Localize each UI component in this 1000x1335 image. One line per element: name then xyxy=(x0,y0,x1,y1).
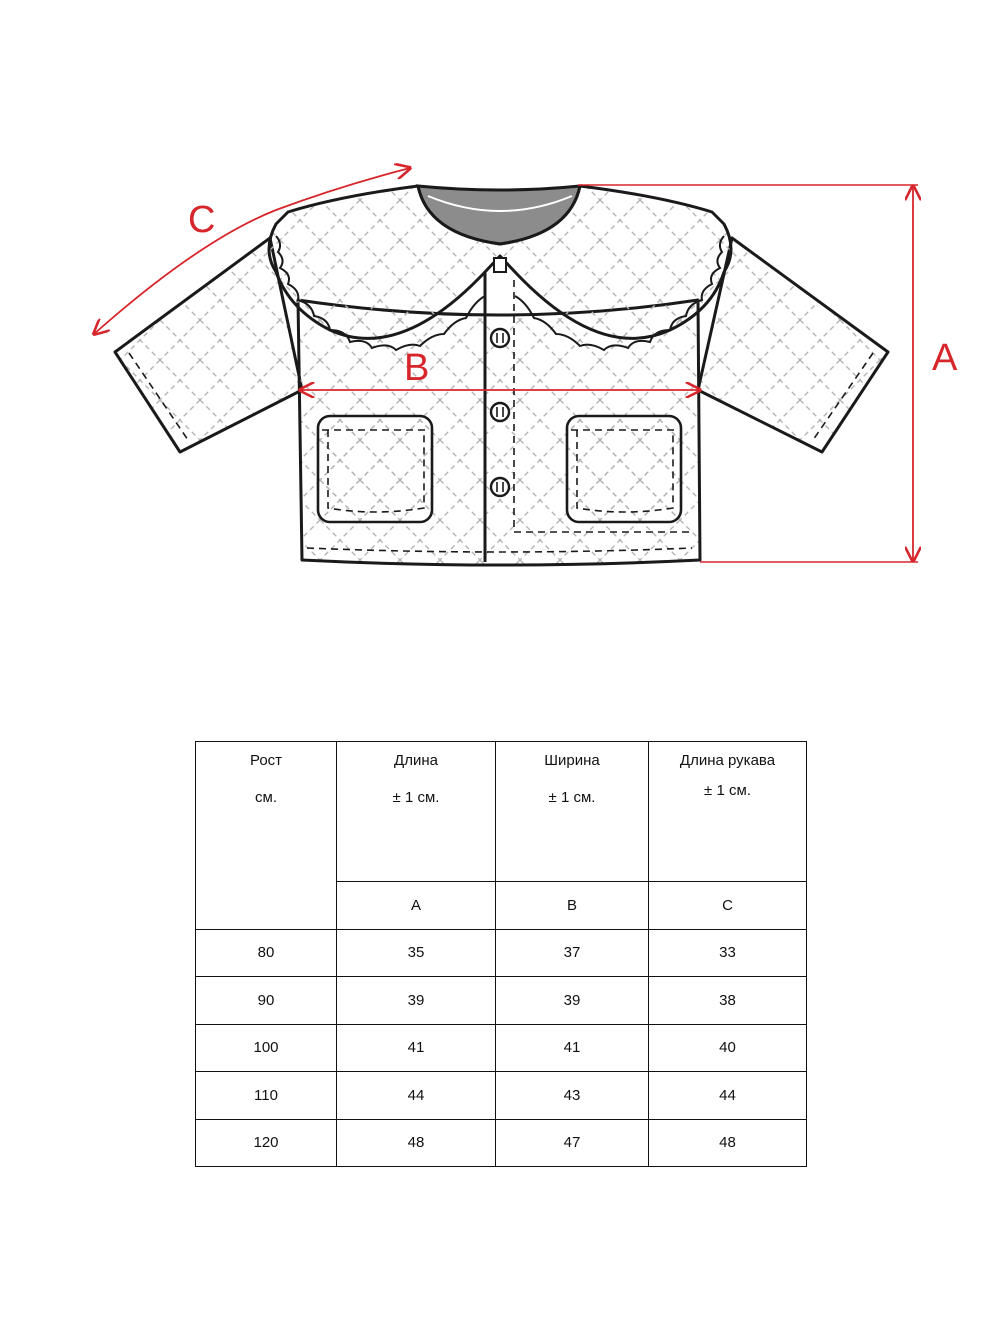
cell-length: 48 xyxy=(337,1119,496,1167)
header-length xyxy=(337,742,496,882)
garment-diagram xyxy=(0,0,1000,640)
header-sleeve-unit: ± 1 см. xyxy=(704,782,751,799)
cell-height: 120 xyxy=(196,1119,337,1167)
cell-height: 90 xyxy=(196,977,337,1024)
cell-sleeve: 40 xyxy=(649,1024,807,1071)
header-length-code: A xyxy=(337,882,496,929)
table-row xyxy=(196,1072,807,1119)
cell-length: 35 xyxy=(337,929,496,976)
header-length-unit: ± 1 см. xyxy=(392,789,440,806)
cell-width: 37 xyxy=(496,929,649,976)
header-sleeve-label: Длина рукава xyxy=(679,752,776,769)
right-pocket xyxy=(567,416,681,522)
cell-height: 110 xyxy=(196,1072,337,1119)
table-row xyxy=(196,929,807,976)
cell-height: 100 xyxy=(196,1024,337,1071)
header-width-unit: ± 1 см. xyxy=(548,789,596,806)
cell-height: 80 xyxy=(196,929,337,976)
left-pocket xyxy=(318,416,432,522)
dimension-b-label: B xyxy=(404,347,430,389)
cell-width: 41 xyxy=(496,1024,649,1071)
header-width-code: B xyxy=(496,882,649,929)
header-height-unit: см. xyxy=(255,789,277,806)
cell-length: 41 xyxy=(337,1024,496,1071)
dimension-a-label: A xyxy=(932,337,958,379)
header-height xyxy=(196,742,337,930)
cell-sleeve: 44 xyxy=(649,1072,807,1119)
cell-sleeve: 33 xyxy=(649,929,807,976)
cell-sleeve: 48 xyxy=(649,1119,807,1167)
cell-length: 39 xyxy=(337,977,496,1024)
header-sleeve xyxy=(649,742,807,882)
cell-width: 43 xyxy=(496,1072,649,1119)
size-table xyxy=(195,741,807,1167)
cell-width: 39 xyxy=(496,977,649,1024)
table-row xyxy=(196,977,807,1024)
header-height-label: Рост xyxy=(249,752,283,769)
cell-width: 47 xyxy=(496,1119,649,1167)
dimension-c-label: C xyxy=(188,199,216,241)
header-length-label: Длина xyxy=(394,752,438,769)
table-row xyxy=(196,1119,807,1167)
header-width-label: Ширина xyxy=(544,752,600,769)
header-width xyxy=(496,742,649,882)
cell-length: 44 xyxy=(337,1072,496,1119)
table-row xyxy=(196,1024,807,1071)
header-sleeve-code: C xyxy=(649,882,807,929)
cell-sleeve: 38 xyxy=(649,977,807,1024)
